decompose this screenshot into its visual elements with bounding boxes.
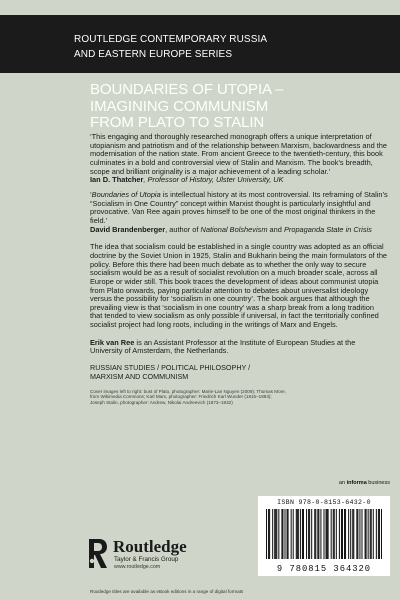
barcode-bar xyxy=(378,509,379,559)
review-quote-2-text: is intellectual history at its most controversial. Its reframing of Stalin’s “Socialism in One Country” concept within Marxist thought is particularly insightful and provocative. Van Ree again proves himself to be one of the most original thinkers in the field.’ xyxy=(90,189,388,225)
barcode-bar xyxy=(276,509,277,559)
barcode-bar xyxy=(311,509,312,559)
credits-line-3: Joseph Stalin, photographer: Andrew, Nikolai Andreevich (1873–1932) xyxy=(90,399,233,405)
barcode-bar xyxy=(352,509,353,559)
barcode-bar xyxy=(284,509,285,559)
barcode-bar xyxy=(317,509,318,559)
barcode-bar xyxy=(297,509,298,559)
barcode-bar xyxy=(278,509,279,559)
author-name: Erik van Ree xyxy=(90,337,135,347)
isbn-label: ISBN 978-0-8153-6432-0 xyxy=(277,499,371,506)
review-quote-1: ‘This engaging and thoroughly researched monograph offers a unique interpretation of utopianism and patriotism and of the relationship between Marxism, backwardness and the modernisation of the nation state. From ancient Greece to the twentieth-century, this book culminates in a bold and controversial view of Stalin and Marxism. The book’s breadth, scope and brilliant originality is a major achievement of a leading scholar.’ xyxy=(90,132,388,176)
barcode-bar xyxy=(344,509,345,559)
cover-body-text xyxy=(90,133,388,405)
barcode-bar xyxy=(272,509,273,559)
publisher-logo xyxy=(86,537,246,571)
barcode-bar xyxy=(381,509,382,559)
review-attribution-2 xyxy=(90,226,388,235)
barcode-bar xyxy=(379,509,380,559)
barcode-bar xyxy=(300,509,301,559)
barcode-bar xyxy=(328,509,329,559)
barcode-bar xyxy=(291,509,292,559)
barcode-bar xyxy=(336,509,337,559)
reviewer-affiliation-prefix: , author of xyxy=(165,224,201,234)
credits-line-2: from Wikimedia Commons; Karl Marx, photographer: Friedrich Karl Wunder (1815–1893); xyxy=(90,394,272,400)
barcode-bar xyxy=(308,509,309,559)
reviewer-book-1: National Bolshevism xyxy=(200,224,268,234)
title-line-3: FROM PLATO TO STALIN xyxy=(90,114,265,131)
quoted-book-title: Boundaries of Utopia xyxy=(91,189,161,199)
reviewer-affiliation-1: , Professor of History, Ulster University, UK xyxy=(143,175,284,185)
barcode-bar xyxy=(288,509,289,559)
image-credits xyxy=(90,389,388,406)
reviewer-name-1: Ian D. Thatcher xyxy=(90,175,144,185)
barcode-bar xyxy=(334,509,335,559)
barcode-bar xyxy=(331,509,332,559)
author-bio xyxy=(90,339,388,356)
barcode-bar xyxy=(365,509,366,559)
review-attribution-1 xyxy=(90,176,388,185)
review-quote-2 xyxy=(90,191,388,226)
barcode-bar xyxy=(320,509,321,559)
barcode-bar xyxy=(315,509,316,559)
barcode-bar xyxy=(293,509,294,559)
book-title xyxy=(90,82,380,132)
barcode-bars xyxy=(266,509,382,559)
barcode-bar xyxy=(326,509,327,559)
barcode-bar xyxy=(345,509,346,559)
author-bio-text: is an Assistant Professor at the Institute of European Studies at the University of Amsterdam, the Netherlands. xyxy=(90,337,356,356)
barcode-bar xyxy=(353,509,354,559)
credits-line-1: Cover images left to right: bust of Plato, photographer: Marie-Lan Nguyen (2009); Thomas More, xyxy=(90,388,287,394)
subject-line-1: RUSSIAN STUDIES / POLITICAL PHILOSOPHY / xyxy=(90,363,251,373)
barcode-bar xyxy=(268,509,269,559)
barcode-bar xyxy=(370,509,371,559)
reviewer-name-2: David Brandenberger xyxy=(90,224,166,234)
barcode-bar xyxy=(298,509,299,559)
barcode xyxy=(258,496,390,576)
barcode-bar xyxy=(366,509,367,559)
barcode-bar xyxy=(282,509,283,559)
quote-open-mark: ‘ xyxy=(90,189,92,199)
series-line-2: AND EASTERN EUROPE SERIES xyxy=(74,49,233,60)
barcode-bar xyxy=(296,509,297,559)
barcode-bar xyxy=(356,509,357,559)
barcode-bar xyxy=(281,509,282,559)
barcode-area xyxy=(258,480,390,576)
barcode-bar xyxy=(303,509,304,559)
barcode-bar xyxy=(373,509,374,559)
barcode-bar xyxy=(342,509,343,559)
barcode-bar xyxy=(269,509,270,559)
barcode-bar xyxy=(333,509,334,559)
barcode-bar xyxy=(266,509,267,559)
barcode-bar xyxy=(368,509,369,559)
barcode-bar xyxy=(306,509,307,559)
barcode-bar xyxy=(323,509,324,559)
publisher-name: Routledge xyxy=(113,537,187,556)
barcode-bar xyxy=(348,509,349,559)
book-description: The idea that socialism could be established in a single country was adopted as an official doctrine by the Soviet Union in 1925, Stalin and Bukharin being the main formulators of the policy. Before this there had been much debate as to whether the only way to secure socialism would be as a result of socialist revolution on a much broader scale, across all Europe or wider still. This book traces the development of ideas about communist utopia from Plato onwards, paying particular attention to debates about universalist ideology versus the possibility for ‘socialism in one country’. The book argues that although the prevailing view is that ‘socialism in one country’ was a sharp break from a long tradition that tended to view socialism as only possible if universal, in fact the territorially confined socialist project had long roots, including in the writings of Marx and Engels. xyxy=(90,242,388,330)
barcode-bar xyxy=(287,509,288,559)
barcode-bar xyxy=(359,509,360,559)
series-banner xyxy=(0,15,400,73)
publisher-url: www.routledge.com xyxy=(114,564,161,570)
barcode-bar xyxy=(302,509,303,559)
routledge-logo-icon xyxy=(86,537,110,571)
barcode-bar xyxy=(371,509,372,559)
reviewer-and: and xyxy=(267,224,284,234)
barcode-bar xyxy=(274,509,275,559)
informa-brand: informa xyxy=(346,480,367,486)
barcode-bar xyxy=(350,509,351,559)
barcode-bar xyxy=(327,509,328,559)
barcode-digits: 9 780815 364320 xyxy=(276,564,372,574)
subject-categories xyxy=(90,364,388,382)
barcode-bar xyxy=(357,509,358,559)
reviewer-book-2: Propaganda State in Crisis xyxy=(283,224,372,234)
subject-line-2: MARXISM AND COMMUNISM xyxy=(90,371,189,381)
barcode-bar xyxy=(376,509,377,559)
series-line-1: ROUTLEDGE CONTEMPORARY RUSSIA xyxy=(74,34,268,45)
title-line-2: IMAGINING COMMUNISM xyxy=(90,97,269,115)
barcode-bar xyxy=(341,509,342,559)
barcode-bar xyxy=(314,509,315,559)
title-line-1: BOUNDARIES OF UTOPIA – xyxy=(90,81,284,98)
ebook-note: Routledge titles are available as eBook editions in a range of digital formats xyxy=(90,589,244,594)
barcode-bar xyxy=(361,509,362,559)
barcode-bar xyxy=(339,509,340,559)
barcode-bar xyxy=(318,509,319,559)
barcode-bar xyxy=(309,509,310,559)
informa-business-label xyxy=(339,480,390,486)
barcode-bar xyxy=(275,509,276,559)
publisher-group: Taylor & Francis Group xyxy=(114,556,179,563)
informa-suffix: business xyxy=(366,480,390,486)
informa-prefix: an xyxy=(338,480,347,486)
